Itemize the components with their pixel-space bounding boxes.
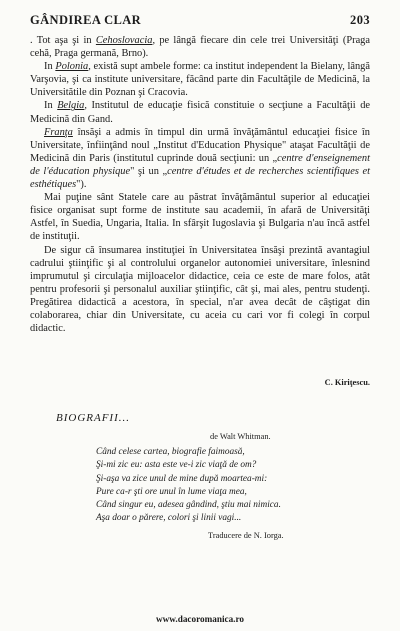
poem-title: BIOGRAFII... [56, 412, 131, 424]
text-run: . Tot aşa şi in [30, 35, 96, 46]
text-run: Mai puţine sânt Statele care au păstrat învăţământul superior al educaţiei fisice organisat supt forme de institute sau academii, în afară de Universităţi Astfel, în Suedia, Ungaria, Italia. In sfârşit Iugoslavia şi Bulgaria n'au încă astfel de instituţii. [30, 192, 370, 243]
paragraph-5 [30, 191, 370, 243]
translator-credit: Traducere de N. Iorga. [208, 531, 284, 540]
text-run: , Institutul de educaţie fisică constituie o secţiune a Facultăţii de Medicină din Gand. [30, 100, 370, 125]
text-run: Belgia [57, 100, 85, 112]
text-run: In [44, 61, 56, 73]
text-run: , pe lângă fiecare din cele trei Universităţi (Praga cehă, Praga germană, Brno). [30, 35, 370, 60]
poem-body [96, 446, 281, 526]
poem-author: de Walt Whitman. [210, 432, 271, 441]
text-run: , există supt ambele forme: ca institut independent la Bielany, lângă Varşovia, şi ca institute universitare, făcând parte din Facultăţile de Medicină, la Universitătile din Poznan şi Cracovia. [30, 61, 370, 99]
paragraph-2 [30, 60, 370, 99]
text-run: De sigur că însumarea instituţiei în Universitatea însăşi prezintă avantagiul cadrului ştiinţific şi al controlului organelor autonomiei universitare, înlesnind imprumutul şi circulaţia mijloacelor didactice, ceia ce este de mare folos, atât pentru profesorii şi personalul auxiliar ştiinţific, cât şi, mai ales, pentru studenţi. Pregătirea didactică a acestora, în special, n'ar avea decât de câştigat din colaborarea, chiar din Universitate, cu aceia cu cari vor fi colegi în corpul didactic. [30, 244, 370, 335]
paragraph-1 [30, 34, 370, 60]
author-signature: C. Kiriţescu. [324, 378, 370, 387]
paragraph-6 [30, 244, 370, 336]
text-run: Polonia [55, 61, 89, 73]
paragraph-4 [30, 126, 370, 191]
page-header [30, 13, 370, 29]
text-run: centre d'enseignement de l'éducation physique [30, 152, 370, 177]
poem-line: Şi-aşa va zice unul de mine după moartea-mi: [96, 473, 268, 484]
poem-line: Pure ca-r şti ore unul în lume viaţa mea, [96, 486, 247, 497]
text-run: centre d'études et de recherches scientifiques et esthétiques [30, 165, 370, 191]
poem-line: Şi-mi zic eu: asta este ve-i zic viaţă de om? [96, 460, 257, 471]
paragraph-3 [30, 99, 370, 125]
text-run: Cehoslovacia [95, 35, 153, 46]
journal-title: GÂNDIREA CLAR [30, 13, 142, 27]
text-run: Franţa [44, 126, 73, 138]
article-body [30, 34, 370, 335]
poem-line: Aşa doar o părere, colori şi linii vagi... [96, 513, 242, 524]
source-watermark: www.dacoromanica.ro [156, 614, 244, 624]
text-run: însăşi a admis în timpul din urmă învăţământul educaţiei fisice în Universitate, înfiinţând noul „Institut d'Education Physique" ataşat Facultăţii de Medicină din Paris (institutul cuprinde două secţiuni: un „ [30, 126, 370, 164]
text-run: "). [76, 179, 87, 191]
text-run: " şi un „ [130, 165, 168, 177]
text-run: In [44, 100, 58, 112]
poem-line: Când singur eu, adesea gândind, ştiu mai nimica. [96, 500, 281, 511]
poem-line: Când celese cartea, biografie faimoasă, [96, 447, 245, 457]
page-number: 203 [350, 13, 370, 27]
